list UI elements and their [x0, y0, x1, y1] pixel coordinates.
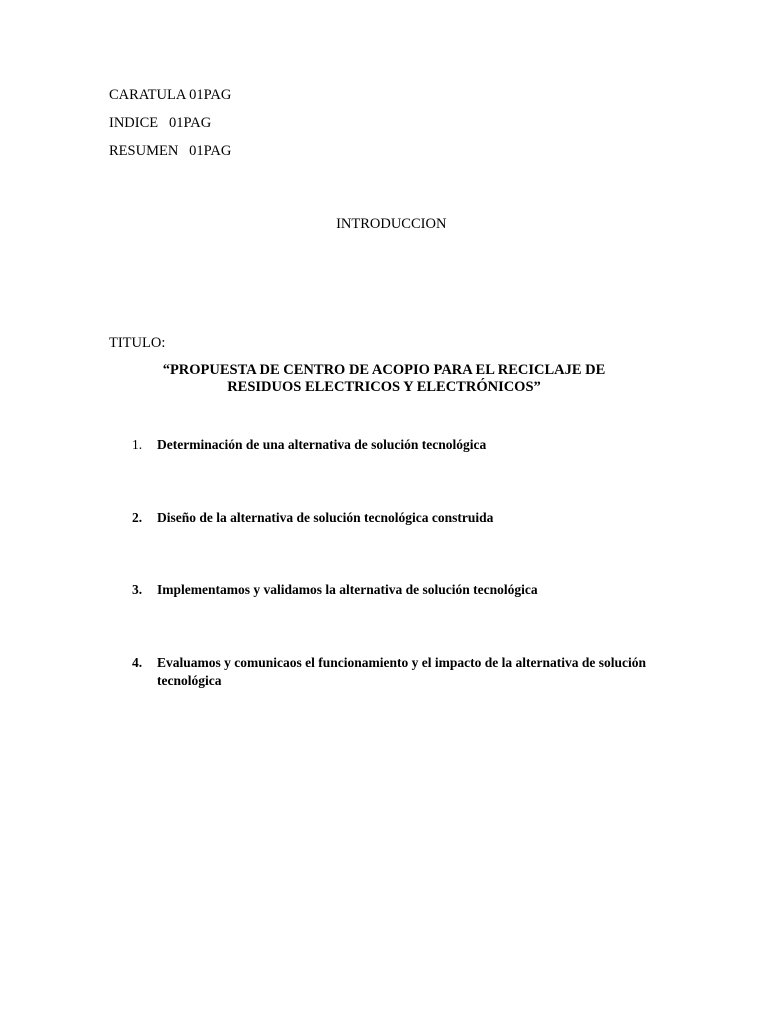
toc-caratula: CARATULA 01PAG	[109, 87, 232, 103]
title-line-2: RESIDUOS ELECTRICOS Y ELECTRÓNICOS”	[227, 379, 541, 395]
list-item-text: Evaluamos y comunicaos el funcionamiento y el impacto de la alternativa de solución tecnológica	[157, 655, 646, 688]
list-item-number: 2.	[132, 510, 143, 525]
toc-resumen: RESUMEN 01PAG	[109, 143, 232, 159]
title-line-1: “PROPUESTA DE CENTRO DE ACOPIO PARA EL RECICLAJE DE	[162, 362, 606, 378]
list-item	[132, 654, 652, 690]
toc-indice: INDICE 01PAG	[109, 115, 212, 131]
list-item	[132, 509, 652, 527]
list-item-text: Diseño de la alternativa de solución tecnológica construida	[157, 510, 494, 525]
introduccion-heading	[0, 197, 768, 251]
list-item-number: 3.	[132, 582, 143, 597]
list-item-text: Implementamos y validamos la alternativa de solución tecnológica	[157, 582, 538, 597]
list-item-text: Determinación de una alternativa de solución tecnológica	[157, 437, 487, 452]
document-title	[109, 362, 659, 396]
titulo-label: TITULO:	[109, 335, 166, 351]
list-item-number: 1.	[132, 437, 143, 452]
list-item	[132, 436, 652, 454]
list-item-number: 4.	[132, 655, 143, 670]
list-item	[132, 581, 652, 599]
introduccion-text: INTRODUCCION	[336, 216, 447, 232]
